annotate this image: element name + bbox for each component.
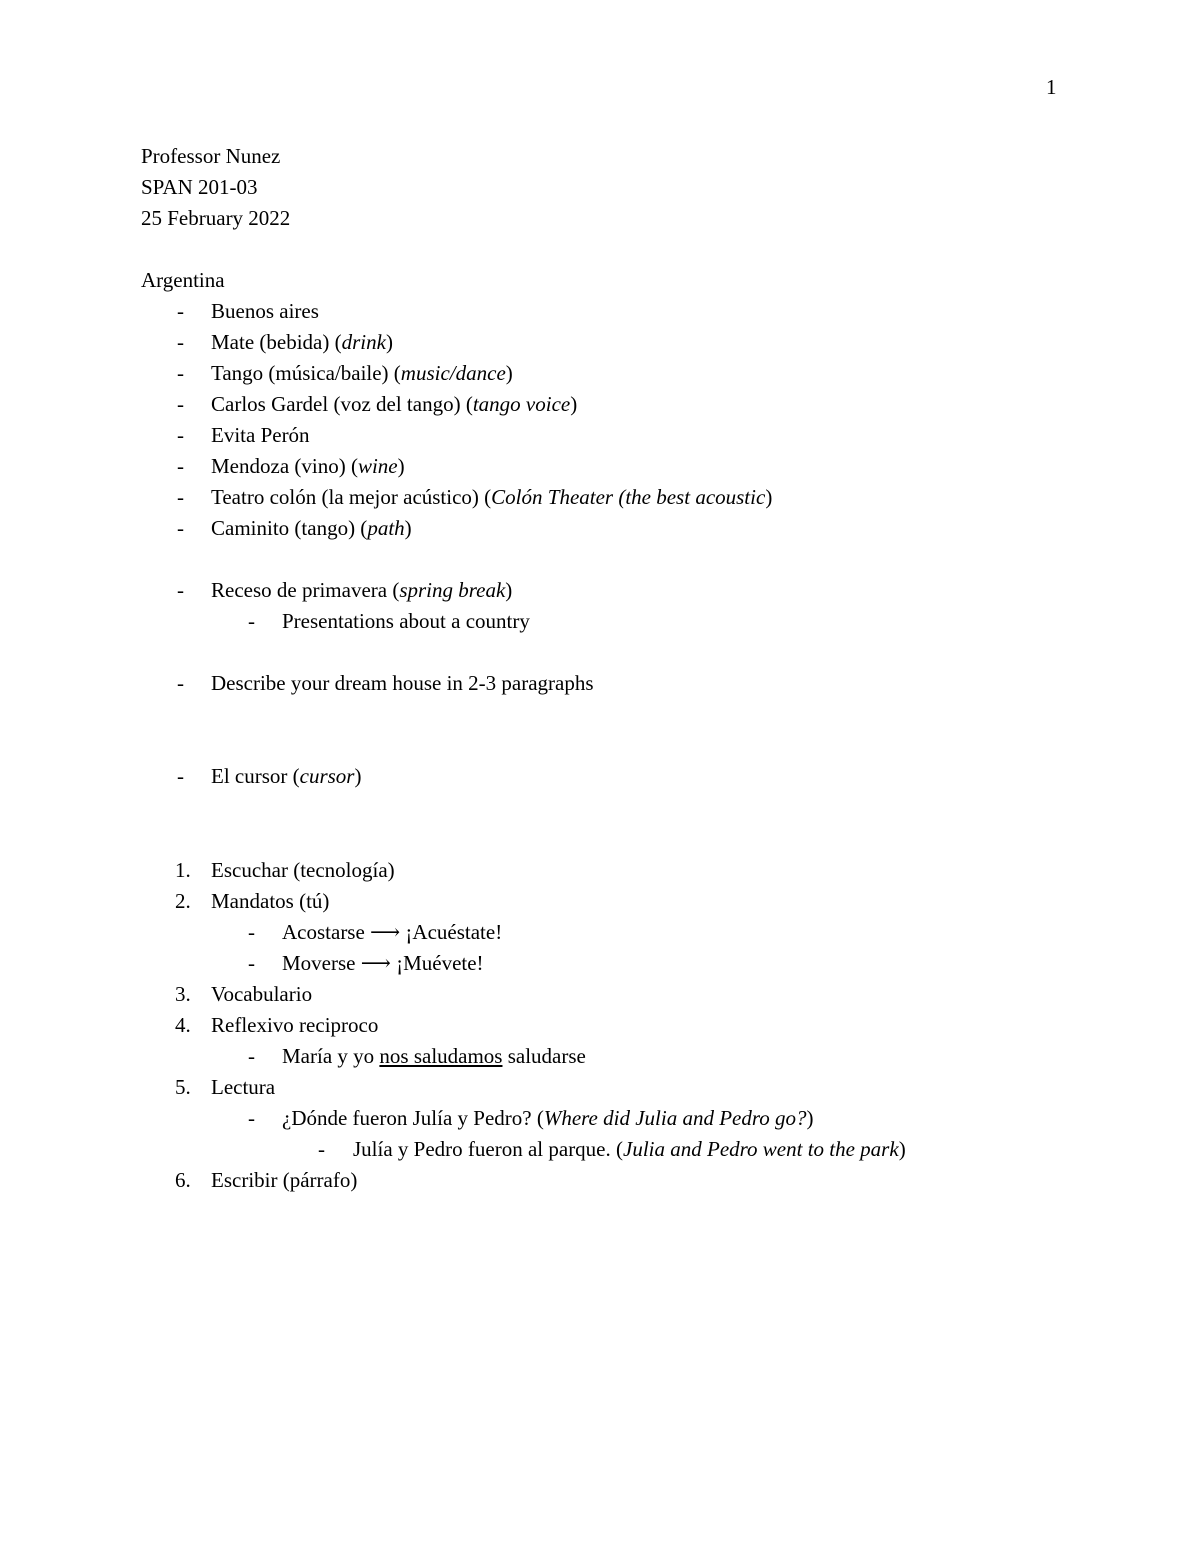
bullet-dash: - xyxy=(177,578,184,602)
page-number: 1 xyxy=(1046,75,1057,99)
underlined-phrase: nos saludamos xyxy=(379,1044,503,1068)
bullet-dash: - xyxy=(318,1137,325,1161)
bullet-dash: - xyxy=(248,1106,255,1130)
list-number: 2. xyxy=(175,889,191,913)
bullet-dash: - xyxy=(177,516,184,540)
bullet-dash: - xyxy=(177,671,184,695)
list-number: 3. xyxy=(175,982,191,1006)
bullet-dash: - xyxy=(248,920,255,944)
list-number: 6. xyxy=(175,1168,191,1192)
bullet-dash: - xyxy=(248,609,255,633)
bullet-dash: - xyxy=(177,764,184,788)
bullet-dash: - xyxy=(177,392,184,416)
bullet-dash: - xyxy=(248,1044,255,1068)
bullet-dash: - xyxy=(248,951,255,975)
bullet-dash: - xyxy=(177,330,184,354)
list-number: 5. xyxy=(175,1075,191,1099)
list-number: 4. xyxy=(175,1013,191,1037)
list-number: 1. xyxy=(175,858,191,882)
bullet-dash: - xyxy=(177,423,184,447)
bullet-dash: - xyxy=(177,361,184,385)
bullet-dash: - xyxy=(177,485,184,509)
bullet-dash: - xyxy=(177,299,184,323)
bullet-dash: - xyxy=(177,454,184,478)
